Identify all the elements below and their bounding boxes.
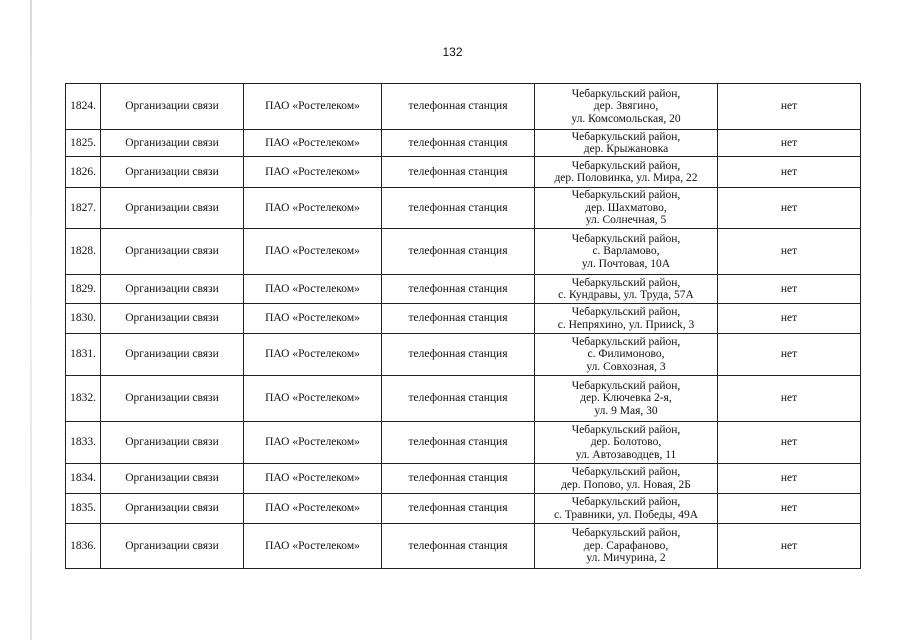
category-cell: Организации связи (101, 188, 244, 229)
row-number-cell: 1835. (66, 494, 101, 524)
address-line: дер. Звягино, (593, 100, 659, 113)
registry-table-body (66, 84, 861, 569)
table-row (66, 157, 861, 188)
owner-cell: ПАО «Ростелеком» (244, 334, 382, 376)
address-cell (535, 84, 718, 130)
category-cell: Организации связи (101, 422, 244, 464)
address-line: Чебаркульский район, (571, 159, 681, 172)
table-row (66, 188, 861, 229)
table-row (66, 494, 861, 524)
address-line: Чебаркульский район, (571, 87, 681, 100)
owner-cell: ПАО «Ростелеком» (244, 229, 382, 275)
note-cell: нет (718, 84, 861, 130)
address-cell (535, 494, 718, 524)
owner-cell: ПАО «Ростелеком» (244, 84, 382, 130)
address-line: Чебаркульский район, (571, 496, 681, 509)
owner-cell: ПАО «Ростелеком» (244, 275, 382, 304)
page-number: 132 (442, 45, 463, 59)
owner-cell: ПАО «Ростелеком» (244, 524, 382, 569)
address-line: Чебаркульский район, (571, 423, 681, 436)
address-line: Чебаркульский район, (571, 379, 681, 392)
category-cell: Организации связи (101, 229, 244, 275)
table-row (66, 422, 861, 464)
address-line: с. Кундравы, ул. Труда, 57А (558, 289, 694, 301)
address-cell (535, 464, 718, 494)
object-type-cell: телефонная станция (382, 334, 535, 376)
category-cell: Организации связи (101, 275, 244, 304)
address-cell (535, 275, 718, 304)
category-cell: Организации связи (101, 524, 244, 569)
address-line: ул. Комсомольская, 20 (571, 112, 681, 125)
table-row (66, 229, 861, 275)
address-line: дер. Болотово, (590, 436, 662, 449)
address-line: Чебаркульский район, (571, 527, 681, 540)
row-number-cell: 1831. (66, 334, 101, 376)
object-type-cell: телефонная станция (382, 130, 535, 157)
owner-cell: ПАО «Ростелеком» (244, 188, 382, 229)
category-cell: Организации связи (101, 157, 244, 188)
address-line: ул. Солнечная, 5 (585, 214, 667, 227)
table-row (66, 524, 861, 569)
note-cell: нет (718, 376, 861, 422)
row-number-cell: 1824. (66, 84, 101, 130)
owner-cell: ПАО «Ростелеком» (244, 304, 382, 334)
row-number-cell: 1832. (66, 376, 101, 422)
row-number-cell: 1828. (66, 229, 101, 275)
object-type-cell: телефонная станция (382, 157, 535, 188)
address-line: дер. Половинка, ул. Мира, 22 (554, 172, 698, 184)
address-cell (535, 229, 718, 275)
address-line: дер. Шахматово, (585, 201, 667, 214)
category-cell: Организации связи (101, 494, 244, 524)
table-row (66, 84, 861, 130)
row-number-cell: 1833. (66, 422, 101, 464)
table-row (66, 275, 861, 304)
address-cell (535, 157, 718, 188)
row-number-cell: 1826. (66, 157, 101, 188)
note-cell: нет (718, 275, 861, 304)
table-row (66, 464, 861, 494)
row-number-cell: 1827. (66, 188, 101, 229)
category-cell: Организации связи (101, 376, 244, 422)
table-row (66, 334, 861, 376)
note-cell: нет (718, 130, 861, 157)
address-line: ул. Почтовая, 10А (581, 257, 671, 270)
row-number-cell: 1834. (66, 464, 101, 494)
object-type-cell: телефонная станция (382, 304, 535, 334)
object-type-cell: телефонная станция (382, 188, 535, 229)
owner-cell: ПАО «Ростелеком» (244, 130, 382, 157)
address-cell (535, 130, 718, 157)
category-cell: Организации связи (101, 130, 244, 157)
address-line: ул. Мичурина, 2 (586, 552, 666, 565)
object-type-cell: телефонная станция (382, 229, 535, 275)
address-line: Чебаркульский район, (571, 306, 681, 319)
owner-cell: ПАО «Ростелеком» (244, 157, 382, 188)
table-row (66, 376, 861, 422)
address-cell (535, 422, 718, 464)
note-cell: нет (718, 157, 861, 188)
table-row (66, 304, 861, 334)
object-type-cell: телефонная станция (382, 84, 535, 130)
object-type-cell: телефонная станция (382, 494, 535, 524)
address-line: с. Филимоново, (587, 348, 665, 361)
address-line: Чебаркульский район, (571, 232, 681, 245)
address-cell (535, 524, 718, 569)
address-cell (535, 188, 718, 229)
note-cell: нет (718, 464, 861, 494)
address-line: дер. Сарафаново, (583, 539, 669, 552)
address-line: ул. Автозаводцев, 11 (575, 448, 677, 461)
owner-cell: ПАО «Ростелеком» (244, 376, 382, 422)
row-number-cell: 1829. (66, 275, 101, 304)
object-type-cell: телефонная станция (382, 275, 535, 304)
address-line: Чебаркульский район, (571, 335, 681, 348)
address-cell (535, 304, 718, 334)
owner-cell: ПАО «Ростелеком» (244, 464, 382, 494)
address-line: дер. Крыжановка (583, 143, 669, 155)
table-row (66, 130, 861, 157)
address-line: с. Травники, ул. Победы, 49А (553, 508, 699, 521)
address-line: с. Варламово, (592, 245, 660, 258)
address-line: дер. Попово, ул. Новая, 2Б (561, 478, 691, 491)
address-line: Чебаркульский район, (571, 189, 681, 202)
address-line: ул. Совхозная, 3 (586, 360, 666, 373)
owner-cell: ПАО «Ростелеком» (244, 494, 382, 524)
category-cell: Организации связи (101, 464, 244, 494)
owner-cell: ПАО «Ростелеком» (244, 422, 382, 464)
address-line: Чебаркульский район, (571, 130, 681, 143)
scan-edge-mark (30, 0, 32, 640)
object-type-cell: телефонная станция (382, 376, 535, 422)
note-cell: нет (718, 494, 861, 524)
category-cell: Организации связи (101, 334, 244, 376)
note-cell: нет (718, 524, 861, 569)
row-number-cell: 1830. (66, 304, 101, 334)
note-cell: нет (718, 188, 861, 229)
note-cell: нет (718, 304, 861, 334)
address-line: Чебаркульский район, (571, 466, 681, 479)
category-cell: Организации связи (101, 304, 244, 334)
note-cell: нет (718, 334, 861, 376)
note-cell: нет (718, 229, 861, 275)
address-cell (535, 334, 718, 376)
address-line: ул. 9 Мая, 30 (594, 404, 658, 417)
address-line: дер. Ключевка 2-я, (580, 392, 672, 405)
address-cell (535, 376, 718, 422)
object-type-cell: телефонная станция (382, 464, 535, 494)
address-line: с. Непряхино, ул. Приисk, 3 (557, 318, 695, 331)
object-type-cell: телефонная станция (382, 524, 535, 569)
row-number-cell: 1836. (66, 524, 101, 569)
note-cell: нет (718, 422, 861, 464)
address-line: Чебаркульский район, (571, 276, 681, 289)
category-cell: Организации связи (101, 84, 244, 130)
registry-table (65, 83, 861, 569)
object-type-cell: телефонная станция (382, 422, 535, 464)
row-number-cell: 1825. (66, 130, 101, 157)
